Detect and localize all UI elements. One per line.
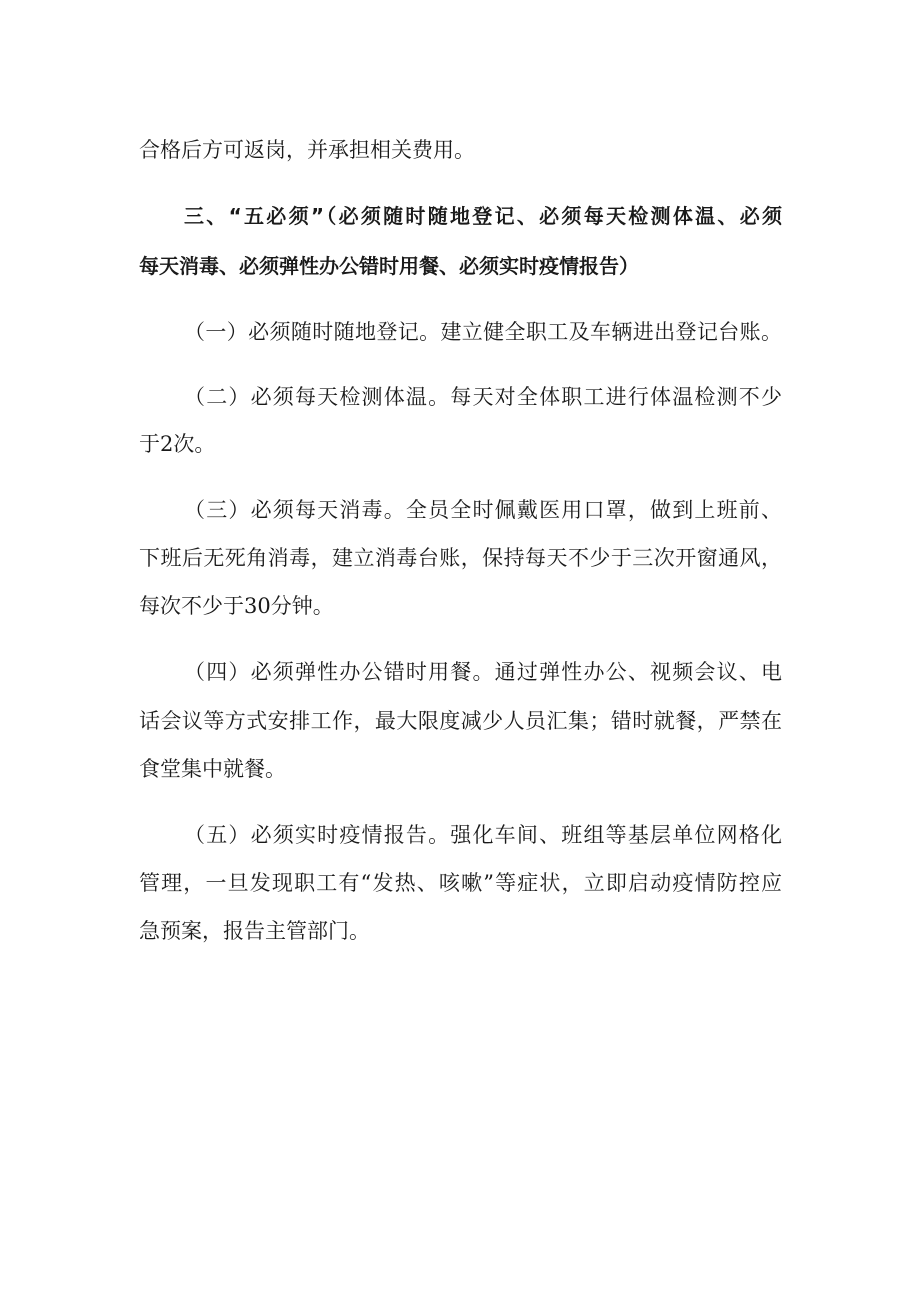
item-5-line-1 (0, 815, 920, 855)
item-5-line-2 (0, 863, 920, 903)
item-4-line-3 (0, 749, 920, 789)
item-2-line-2 (0, 424, 920, 464)
text-line: （四）必须弹性办公错时用餐。通过弹性办公、视频会议、电 (184, 660, 784, 684)
item-5-line-3 (0, 911, 920, 951)
text-line: （五）必须实时疫情报告。强化车间、班组等基层单位网格化 (184, 823, 784, 847)
item-4-line-2 (0, 701, 920, 741)
text-line: 话会议等方式安排工作，最大限度减少人员汇集；错时就餐，严禁在 (139, 709, 783, 733)
text-line: 管理，一旦发现职工有“发热、咳嗽”等症状，立即启动疫情防控应 (139, 871, 784, 895)
text-line: （三）必须每天消毒。全员全时佩戴医用口罩，做到上班前、 (184, 498, 784, 522)
item-2-line-1 (0, 377, 920, 417)
item-3-line-1 (0, 490, 920, 530)
item-1-line-1 (0, 312, 920, 352)
section-heading-line-1 (0, 196, 920, 236)
text-line: 于2次。 (139, 432, 216, 456)
section-heading-text: 三、“五必须”（必须随时随地登记、必须每天检测体温、必须 (184, 204, 785, 228)
paragraph-continuation-line (0, 130, 920, 170)
text-line: （一）必须随时随地登记。建立健全职工及车辆进出登记台账。 (184, 320, 783, 344)
item-4-line-1 (0, 652, 920, 692)
text-line: （二）必须每天检测体温。每天对全体职工进行体温检测不少 (184, 385, 784, 409)
text-line: 急预案，报告主管部门。 (139, 919, 370, 943)
text-line: 食堂集中就餐。 (139, 757, 286, 781)
section-heading-line-2 (0, 246, 920, 286)
item-3-line-2 (0, 538, 920, 578)
section-heading-text: 每天消毒、必须弹性办公错时用餐、必须实时疫情报告） (139, 254, 639, 278)
text-line: 下班后无死角消毒，建立消毒台账，保持每天不少于三次开窗通风， (139, 546, 783, 570)
text-line: 每次不少于30分钟。 (139, 594, 334, 618)
text-line: 合格后方可返岗，并承担相关费用。 (139, 138, 475, 162)
item-3-line-3 (0, 586, 920, 626)
